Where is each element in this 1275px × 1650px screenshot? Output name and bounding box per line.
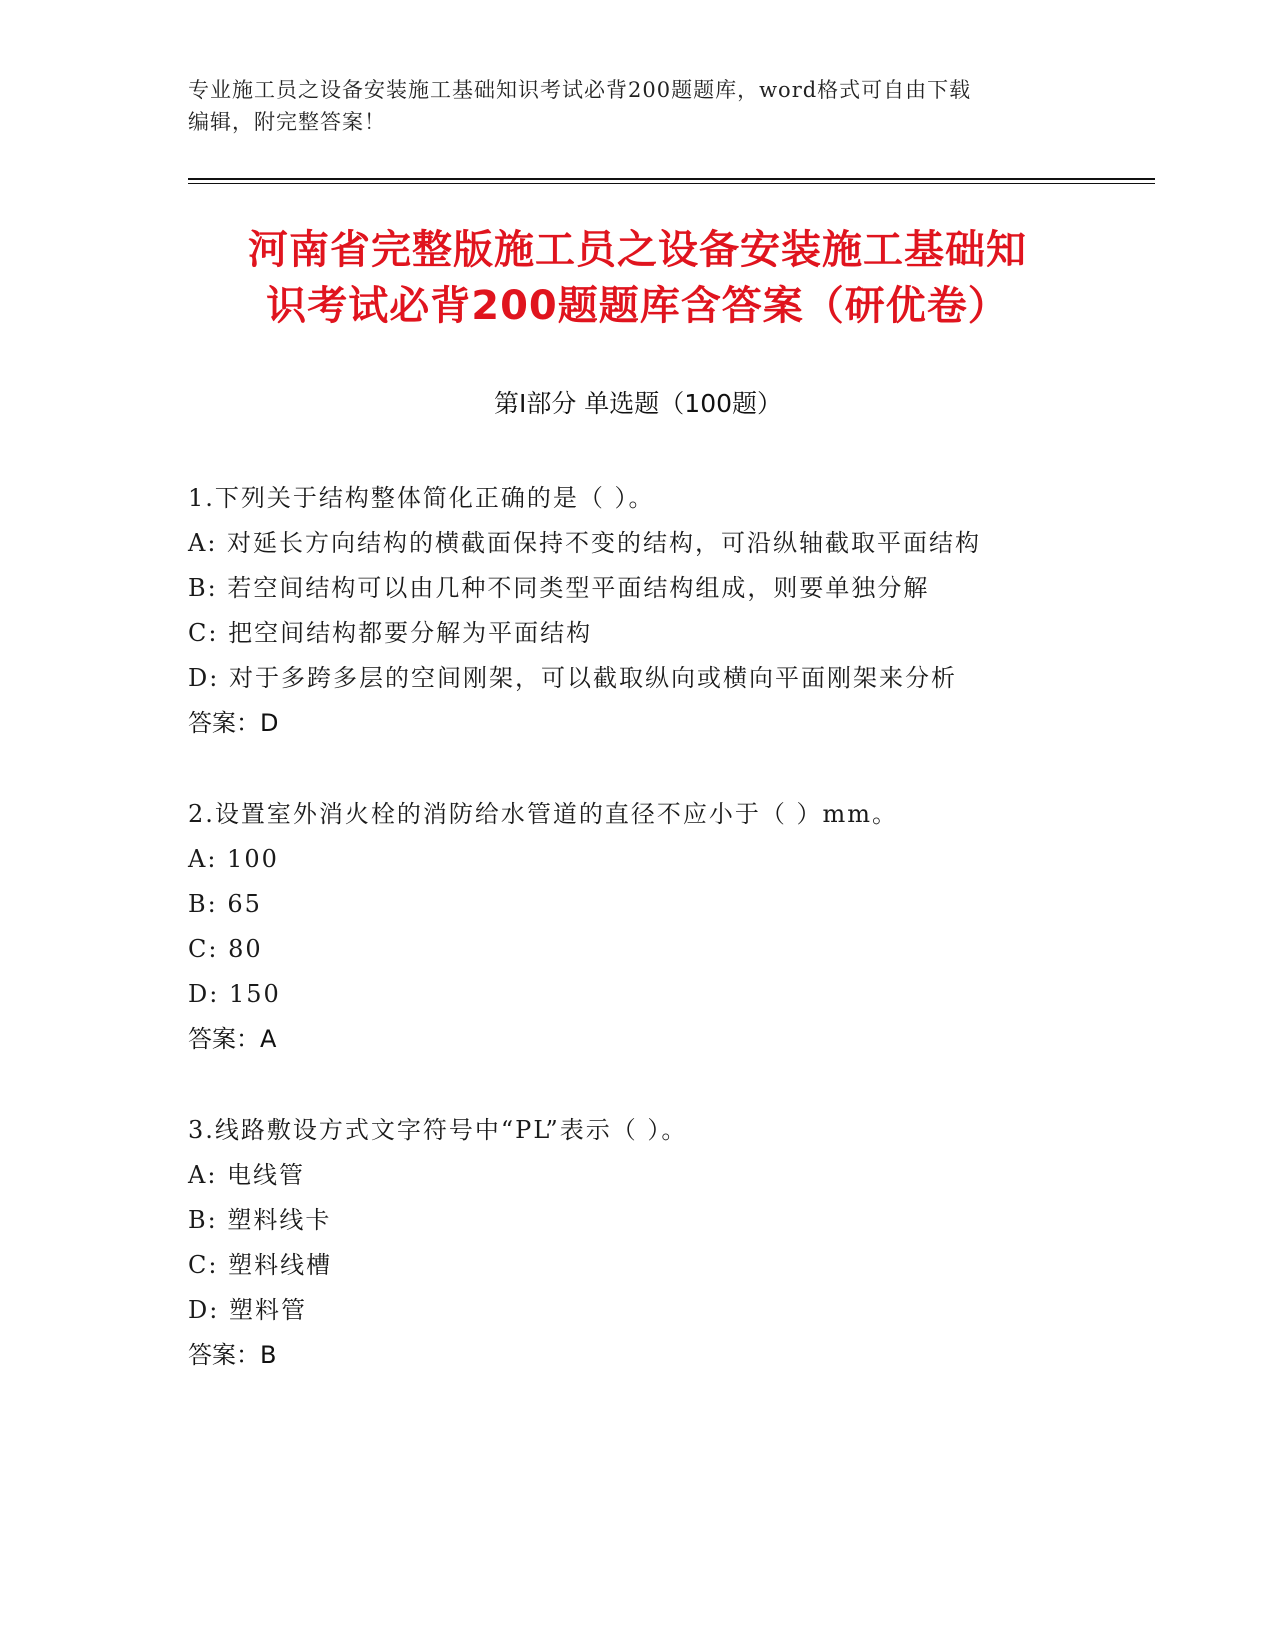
option-b: B: 若空间结构可以由几种不同类型平面结构组成，则要单独分解 <box>188 574 930 602</box>
section-title: 第Ⅰ部分 单选题（100题） <box>493 389 783 418</box>
document-title-line-1: 河南省完整版施工员之设备安装施工基础知 <box>248 227 1027 273</box>
header-note-line-2: 编辑，附完整答案！ <box>188 110 386 134</box>
option-c: C: 塑料线槽 <box>188 1251 333 1279</box>
question-3 <box>188 1108 1108 1378</box>
question-list <box>188 476 1108 1424</box>
question-2 <box>188 792 1108 1062</box>
question-text: 3.线路敷设方式文字符号中“PL”表示（ ）。 <box>188 1116 688 1144</box>
document-title <box>160 222 1115 334</box>
answer-line: 答案：B <box>188 1341 277 1369</box>
option-a: A: 对延长方向结构的横截面保持不变的结构，可沿纵轴截取平面结构 <box>188 529 982 557</box>
option-c: C: 80 <box>188 935 263 963</box>
question-1 <box>188 476 1108 746</box>
option-c: C: 把空间结构都要分解为平面结构 <box>188 619 593 647</box>
answer-line: 答案：A <box>188 1025 277 1053</box>
question-text: 1.下列关于结构整体简化正确的是（ ）。 <box>188 484 655 512</box>
header-divider-thick <box>188 178 1155 180</box>
header-note-line-1: 专业施工员之设备安装施工基础知识考试必背200题题库，word格式可自由下载 <box>188 78 972 102</box>
question-text: 2.设置室外消火栓的消防给水管道的直径不应小于（ ）mm。 <box>188 800 899 828</box>
option-d: D: 150 <box>188 980 281 1008</box>
option-d: D: 对于多跨多层的空间刚架，可以截取纵向或横向平面刚架来分析 <box>188 664 957 692</box>
header-divider-thin <box>188 183 1155 184</box>
option-a: A: 100 <box>188 845 279 873</box>
answer-line: 答案：D <box>188 709 279 737</box>
option-a: A: 电线管 <box>188 1161 306 1189</box>
document-title-line-2: 识考试必背200题题库含答案（研优卷） <box>266 283 1009 329</box>
option-d: D: 塑料管 <box>188 1296 307 1324</box>
header-note <box>188 74 1088 138</box>
option-b: B: 65 <box>188 890 262 918</box>
option-b: B: 塑料线卡 <box>188 1206 332 1234</box>
